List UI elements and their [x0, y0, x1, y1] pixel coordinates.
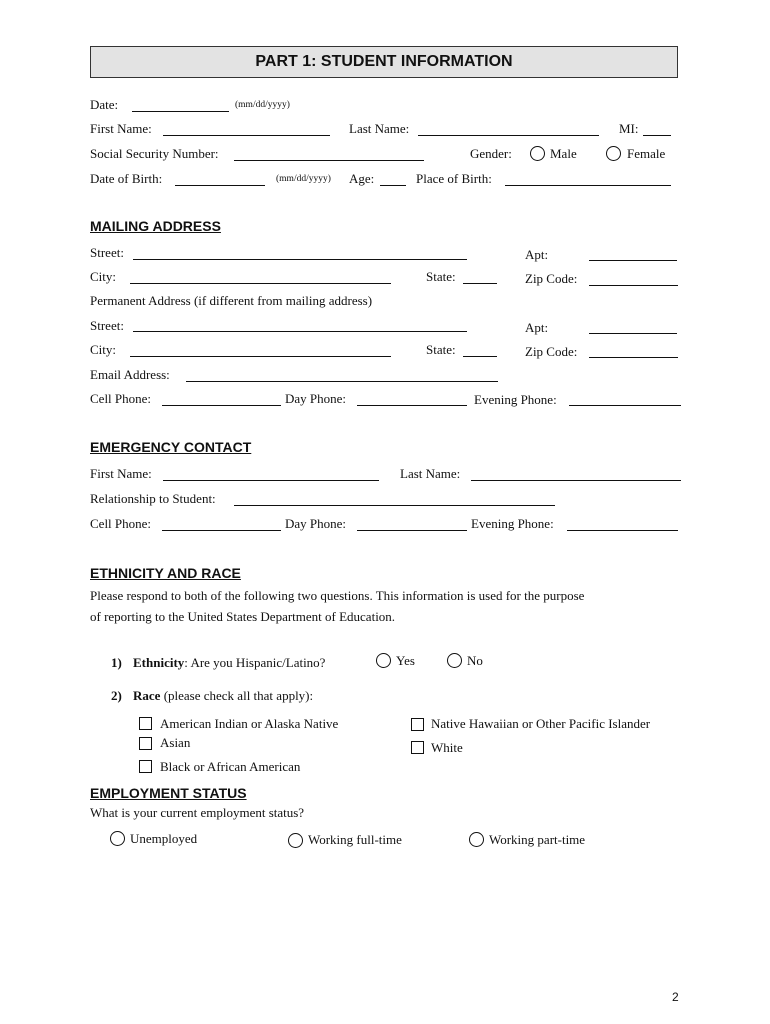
street2-label: Street: [90, 318, 124, 333]
pob-field[interactable] [505, 185, 671, 186]
city2-field[interactable] [130, 356, 391, 357]
ssn-field[interactable] [234, 160, 424, 161]
street2-field[interactable] [133, 331, 467, 332]
apt2-label: Apt: [525, 320, 549, 335]
age-label: Age: [349, 171, 375, 186]
emergency-contact-heading: EMERGENCY CONTACT [90, 439, 252, 455]
employment-part-time-radio[interactable] [469, 832, 484, 847]
race-white-label: White [431, 740, 463, 755]
pob-label: Place of Birth: [416, 171, 492, 186]
race-american-indian-checkbox[interactable] [139, 717, 152, 730]
state2-field[interactable] [463, 356, 497, 357]
race-white-checkbox[interactable] [411, 741, 424, 754]
zip-field[interactable] [589, 285, 678, 286]
zip2-label: Zip Code: [525, 344, 578, 359]
dob-field[interactable] [175, 185, 265, 186]
ethnicity-yes-radio[interactable] [376, 653, 391, 668]
race-native-hawaiian-checkbox[interactable] [411, 718, 424, 731]
dob-hint: (mm/dd/yyyy) [276, 174, 331, 184]
street-label: Street: [90, 245, 124, 260]
permanent-address-note: Permanent Address (if different from mailing address) [90, 293, 373, 308]
city-field[interactable] [130, 283, 391, 284]
state-label: State: [426, 269, 456, 284]
mailing-address-heading: MAILING ADDRESS [90, 218, 221, 234]
evening-phone-field[interactable] [569, 405, 681, 406]
email-label: Email Address: [90, 367, 170, 382]
cell-phone-field[interactable] [162, 405, 281, 406]
race-american-indian-label: American Indian or Alaska Native [160, 716, 339, 731]
dob-label: Date of Birth: [90, 171, 163, 186]
state2-label: State: [426, 342, 456, 357]
ec-day-phone-field[interactable] [357, 530, 467, 531]
ec-last-name-label: Last Name: [400, 466, 461, 481]
date-hint: (mm/dd/yyyy) [235, 100, 290, 110]
q2-bold: Race [133, 688, 161, 703]
gender-male-radio[interactable] [530, 146, 545, 161]
employment-unemployed-label: Unemployed [130, 831, 198, 846]
ethnicity-no-radio[interactable] [447, 653, 462, 668]
ethnicity-intro-line1: Please respond to both of the following two questions. This information is used for the purpose [90, 588, 585, 603]
first-name-field[interactable] [163, 135, 330, 136]
ec-evening-phone-label: Evening Phone: [471, 516, 554, 531]
race-native-hawaiian-label: Native Hawaiian or Other Pacific Islander [431, 716, 651, 731]
q2-question [133, 688, 313, 704]
employment-question: What is your current employment status? [90, 805, 305, 820]
ec-cell-phone-field[interactable] [162, 530, 281, 531]
q2-text: (please check all that apply): [160, 688, 314, 703]
q1-text: : Are you Hispanic/Latino? [184, 655, 326, 670]
gender-female-label: Female [627, 146, 666, 161]
employment-part-time-label: Working part-time [489, 832, 586, 847]
zip-label: Zip Code: [525, 271, 578, 286]
ssn-label: Social Security Number: [90, 146, 219, 161]
apt-label: Apt: [525, 247, 549, 262]
ec-last-name-field[interactable] [471, 480, 681, 481]
evening-phone-label: Evening Phone: [474, 392, 557, 407]
email-field[interactable] [186, 381, 498, 382]
race-black-label: Black or African American [160, 759, 301, 774]
ec-day-phone-label: Day Phone: [285, 516, 347, 531]
page-title: PART 1: STUDENT INFORMATION [90, 46, 678, 78]
q2-number: 2) [111, 688, 122, 703]
race-asian-label: Asian [160, 735, 191, 750]
ec-cell-phone-label: Cell Phone: [90, 516, 152, 531]
day-phone-field[interactable] [357, 405, 467, 406]
mi-field[interactable] [643, 135, 671, 136]
cell-phone-label: Cell Phone: [90, 391, 152, 406]
q1-question [133, 655, 325, 671]
ec-first-name-field[interactable] [163, 480, 379, 481]
state-field[interactable] [463, 283, 497, 284]
ethnicity-intro-line2: of reporting to the United States Department of Education. [90, 609, 396, 624]
q1-bold: Ethnicity [133, 655, 185, 670]
gender-label: Gender: [470, 146, 512, 161]
last-name-field[interactable] [418, 135, 599, 136]
date-label: Date: [90, 97, 119, 112]
relationship-field[interactable] [234, 505, 555, 506]
first-name-label: First Name: [90, 121, 152, 136]
ethnicity-race-heading: ETHNICITY AND RACE [90, 565, 241, 581]
gender-female-radio[interactable] [606, 146, 621, 161]
zip2-field[interactable] [589, 357, 678, 358]
race-asian-checkbox[interactable] [139, 737, 152, 750]
gender-male-label: Male [550, 146, 577, 161]
mi-label: MI: [619, 121, 639, 136]
ethnicity-yes-label: Yes [396, 653, 415, 668]
ethnicity-no-label: No [467, 653, 483, 668]
q1-number: 1) [111, 655, 122, 670]
apt2-field[interactable] [589, 333, 677, 334]
city2-label: City: [90, 342, 117, 357]
apt-field[interactable] [589, 260, 677, 261]
age-field[interactable] [380, 185, 406, 186]
day-phone-label: Day Phone: [285, 391, 347, 406]
employment-full-time-radio[interactable] [288, 833, 303, 848]
ec-first-name-label: First Name: [90, 466, 152, 481]
page-number: 2 [672, 990, 679, 1004]
employment-unemployed-radio[interactable] [110, 831, 125, 846]
race-black-checkbox[interactable] [139, 760, 152, 773]
relationship-label: Relationship to Student: [90, 491, 216, 506]
last-name-label: Last Name: [349, 121, 410, 136]
date-field[interactable] [132, 111, 229, 112]
ec-evening-phone-field[interactable] [567, 530, 678, 531]
city-label: City: [90, 269, 117, 284]
employment-full-time-label: Working full-time [308, 832, 402, 847]
employment-status-heading: EMPLOYMENT STATUS [90, 785, 247, 801]
street-field[interactable] [133, 259, 467, 260]
